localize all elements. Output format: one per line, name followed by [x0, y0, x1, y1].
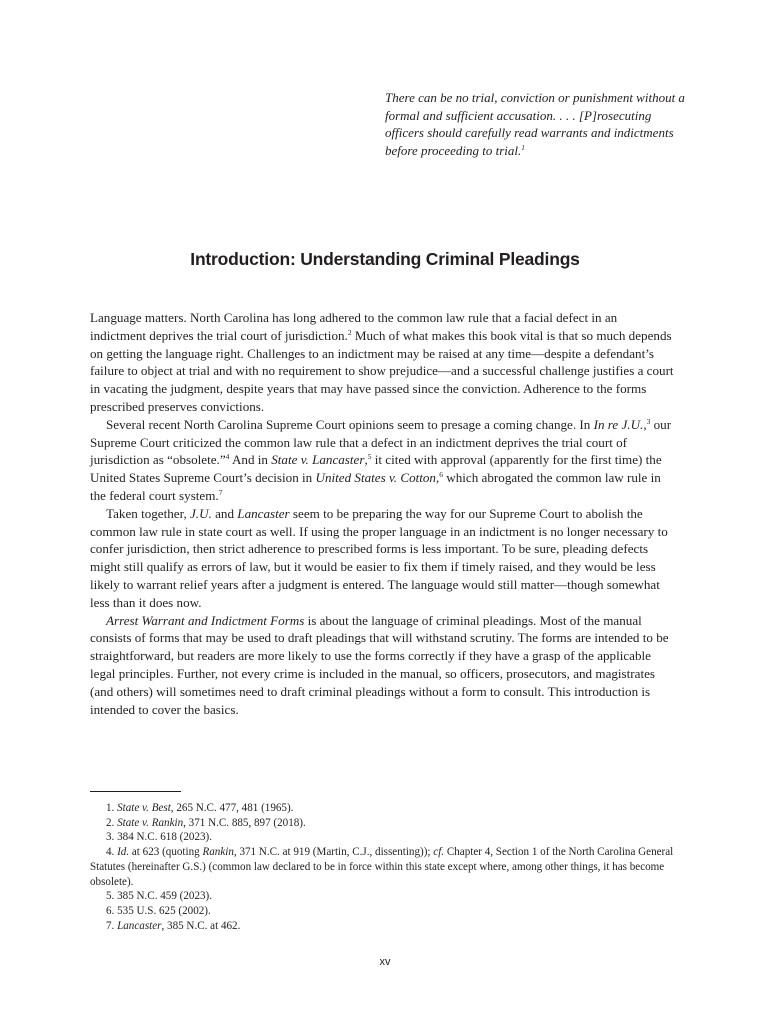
footnote-ref-5[interactable]: 5 [367, 452, 372, 462]
body-text [90, 309, 675, 718]
footnote-7: 7. Lancaster, 385 N.C. at 462. [106, 919, 241, 932]
footnote-3: 3. 384 N.C. 618 (2023). [106, 831, 213, 844]
page-number: xv [379, 956, 391, 968]
footnotes [90, 801, 680, 933]
chapter-heading: Introduction: Understanding Criminal Pleadings [190, 249, 580, 269]
paragraph-1: Language matters. North Carolina has long adhered to the common law rule that a facial defect in an indictment deprives the trial court of jurisdiction.$^2$ Much of what makes this book vital is that so much depends on getting the language right. Challenges to an indictment may be raised at any time—despite a defendant’s failure to object at trial and with no requirement to show prejudice—and a successful challenge justifies a court in vacating the judgment, despite years that may have passed since the conviction. Adherence to the forms prescribed preserves convictions. [90, 310, 674, 414]
paragraph-3: Taken together, J.U. and Lancaster seem to be preparing the way for our Supreme Court to abolish the common law rule in state court as well. If using the proper language in an indictment is no longer necessary to confer jurisdiction, then strict adherence to prescribed forms is less important. To be sure, pleading defects might still qualify as errors of law, but it would be easier to fix them if timely raised, and they would be less likely to warrant relief years after a judgment is entered. The language would still matter—though somewhat less than it does now. [90, 505, 668, 610]
footnote-divider [90, 791, 181, 792]
case-name: J.U. [190, 505, 212, 521]
case-name: State v. Lancaster [271, 452, 365, 468]
case-name: United States v. Cotton [315, 470, 436, 486]
footnote-ref-3[interactable]: 3 [646, 416, 651, 426]
footnote-ref-7[interactable]: 7 [218, 487, 223, 497]
case-name: In re J.U. [593, 416, 644, 432]
footnote-4: 4. Id. at 623 (quoting Rankin, 371 N.C. at 919 (Martin, C.J., dissenting)); cf. Chapter 4, Section 1 of the North Carolina General Statutes (hereinafter G.S.) (common law declared to be in force within this state except where, among other things, it has become obsolete). [90, 846, 674, 888]
footnote-2: 2. State v. Rankin, 371 N.C. 885, 897 (2018). [106, 816, 306, 829]
footnote-ref-6[interactable]: 6 [439, 470, 444, 480]
footnote-ref-4[interactable]: 4 [225, 452, 230, 462]
book-title: Arrest Warrant and Indictment Forms [106, 612, 305, 628]
paragraph-4: Arrest Warrant and Indictment Forms is about the language of criminal pleadings. Most of the manual consists of forms that may be used to draft pleadings that will withstand scrutiny. The forms are intended to be straightforward, but readers are more likely to use the forms correctly if they have a grasp of the applicable legal principles. Further, not every crime is included in the manual, so officers, prosecutors, and magistrates (and others) will sometimes need to draft criminal pleadings without a form to consult. This introduction is intended to cover the basics. [90, 612, 669, 717]
footnote-5: 5. 385 N.C. 459 (2023). [106, 890, 213, 903]
footnote-1: 1. State v. Best, 265 N.C. 477, 481 (1965). [106, 802, 294, 814]
footnote-ref-1[interactable]: 1 [521, 142, 525, 152]
paragraph-2: Several recent North Carolina Supreme Court opinions seem to presage a coming change. In In re J.U.,$^3$ our Supreme Court criticized the common law rule that a defect in an indictment deprives the trial court of jurisdiction as “obsolete.”$^4$ And in State v. Lancaster,$^5$ it cited with approval (apparently for the first time) the United States Supreme Court’s decision in United States v. Cotton,$^6$ which abrogated the common law rule in the federal court system.$^7$ [90, 416, 672, 503]
footnote-ref-2[interactable]: 2 [347, 327, 352, 337]
epigraph [385, 89, 685, 159]
footnote-6: 6. 535 U.S. 625 (2002). [106, 904, 211, 917]
case-name: Lancaster [237, 505, 290, 521]
epigraph-text: There can be no trial, conviction or punishment without a formal and sufficient accusation. . . . [P]rosecuting officers should carefully read warrants and indictments before proceeding to trial. [385, 90, 685, 158]
